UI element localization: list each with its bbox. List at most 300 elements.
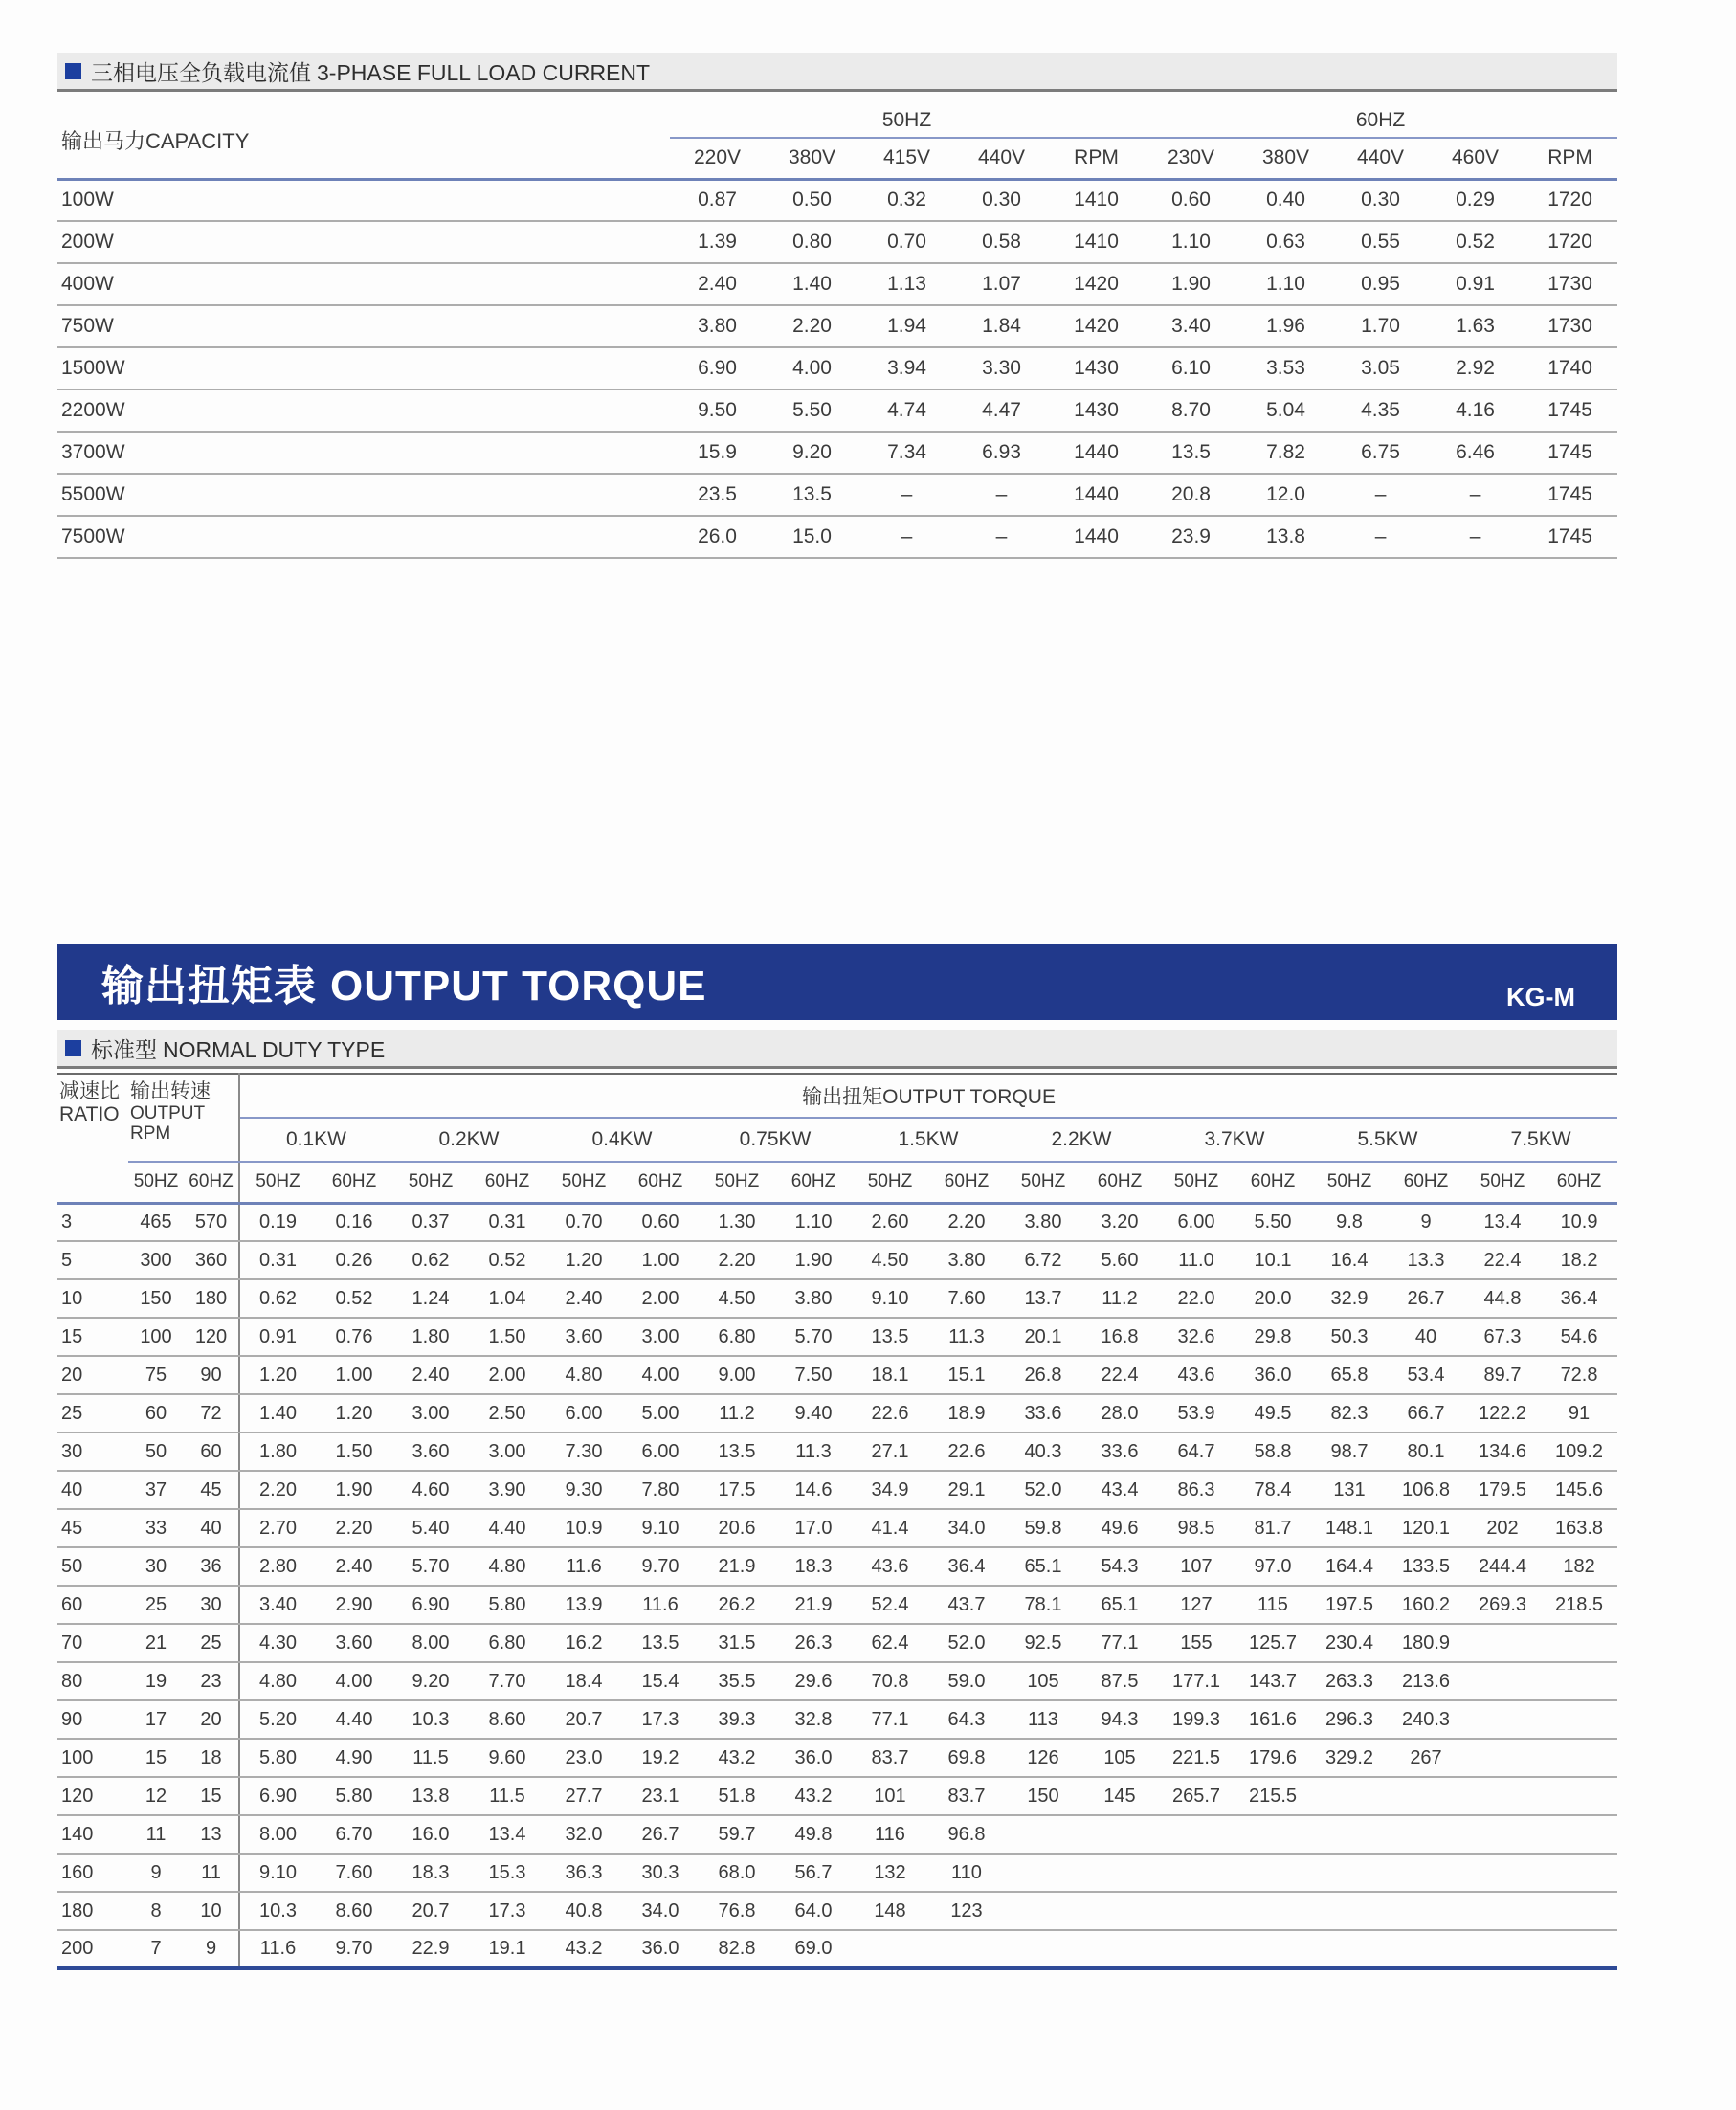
table-row bbox=[57, 1586, 1617, 1624]
torque-banner-title-en: OUTPUT TORQUE bbox=[330, 963, 707, 1010]
torque-value-cell: 2.40 bbox=[392, 1356, 469, 1394]
torque-value-cell: 3.80 bbox=[928, 1241, 1005, 1279]
group-header-60hz: 60HZ bbox=[1144, 103, 1617, 138]
torque-value-cell: 51.8 bbox=[699, 1777, 775, 1815]
torque-value-cell: 8.60 bbox=[469, 1700, 545, 1739]
hz-column-header: 50HZ bbox=[852, 1162, 928, 1203]
current-value-cell: 13.8 bbox=[1238, 516, 1333, 558]
torque-value-cell: 82.3 bbox=[1311, 1394, 1388, 1433]
current-value-cell: 1.84 bbox=[954, 305, 1049, 347]
current-value-cell: 3.30 bbox=[954, 347, 1049, 389]
duty-bullet-icon bbox=[65, 1040, 81, 1056]
current-value-cell: – bbox=[954, 516, 1049, 558]
current-value-cell: 1745 bbox=[1523, 432, 1617, 474]
rpm-50hz-cell: 33 bbox=[128, 1509, 184, 1547]
torque-value-cell: 5.00 bbox=[622, 1394, 699, 1433]
torque-value-cell: 131 bbox=[1311, 1471, 1388, 1509]
torque-value-cell: 4.60 bbox=[392, 1471, 469, 1509]
torque-value-cell: 3.00 bbox=[392, 1394, 469, 1433]
current-value-cell: 3.53 bbox=[1238, 347, 1333, 389]
torque-value-cell: 32.8 bbox=[775, 1700, 852, 1739]
torque-value-cell: 16.2 bbox=[545, 1624, 622, 1662]
table-row bbox=[57, 1203, 1617, 1241]
torque-value-cell: 9.70 bbox=[622, 1547, 699, 1586]
torque-value-cell: 13.4 bbox=[469, 1815, 545, 1854]
table-row bbox=[57, 1662, 1617, 1700]
current-value-cell: 6.90 bbox=[670, 347, 765, 389]
torque-value-cell: 52.4 bbox=[852, 1586, 928, 1624]
current-value-cell: 1410 bbox=[1049, 221, 1144, 263]
torque-value-cell: 13.7 bbox=[1005, 1279, 1081, 1318]
torque-value-cell: 59.0 bbox=[928, 1662, 1005, 1700]
torque-value-cell: 22.6 bbox=[852, 1394, 928, 1433]
torque-value-cell bbox=[1158, 1892, 1235, 1930]
torque-value-cell: 10.3 bbox=[239, 1892, 316, 1930]
torque-value-cell: 150 bbox=[1005, 1777, 1081, 1815]
torque-value-cell: 5.20 bbox=[239, 1700, 316, 1739]
hz-header-row bbox=[57, 1162, 1617, 1203]
torque-value-cell bbox=[1235, 1815, 1311, 1854]
torque-value-cell bbox=[1541, 1892, 1617, 1930]
hz-column-header: 60HZ bbox=[1081, 1162, 1158, 1203]
current-value-cell: 1.07 bbox=[954, 263, 1049, 305]
torque-value-cell: 101 bbox=[852, 1777, 928, 1815]
torque-value-cell: 1.50 bbox=[469, 1318, 545, 1356]
torque-value-cell: 218.5 bbox=[1541, 1586, 1617, 1624]
torque-value-cell: 4.30 bbox=[239, 1624, 316, 1662]
torque-value-cell: 2.20 bbox=[928, 1203, 1005, 1241]
torque-value-cell: 26.3 bbox=[775, 1624, 852, 1662]
current-value-cell: – bbox=[1428, 474, 1523, 516]
torque-value-cell bbox=[1541, 1700, 1617, 1739]
duty-type-title-en: NORMAL DUTY TYPE bbox=[163, 1036, 386, 1062]
kw-column-header: 0.2KW bbox=[392, 1118, 545, 1162]
torque-value-cell: 0.62 bbox=[392, 1241, 469, 1279]
torque-value-cell: 7.60 bbox=[316, 1854, 392, 1892]
torque-value-cell: 1.10 bbox=[775, 1203, 852, 1241]
torque-value-cell bbox=[1464, 1854, 1541, 1892]
current-value-cell: 1730 bbox=[1523, 263, 1617, 305]
torque-value-cell: 215.5 bbox=[1235, 1777, 1311, 1815]
torque-value-cell bbox=[1464, 1700, 1541, 1739]
rpm-60hz-cell: 13 bbox=[184, 1815, 239, 1854]
torque-value-cell: 16.4 bbox=[1311, 1241, 1388, 1279]
current-value-cell: – bbox=[954, 474, 1049, 516]
torque-value-cell bbox=[1311, 1777, 1388, 1815]
torque-value-cell: 4.80 bbox=[239, 1662, 316, 1700]
ratio-cell: 10 bbox=[57, 1279, 128, 1318]
table-row bbox=[57, 1777, 1617, 1815]
torque-value-cell: 64.7 bbox=[1158, 1433, 1235, 1471]
torque-value-cell: 65.8 bbox=[1311, 1356, 1388, 1394]
torque-value-cell: 1.80 bbox=[239, 1433, 316, 1471]
torque-value-cell: 148 bbox=[852, 1892, 928, 1930]
rpm-50hz-cell: 300 bbox=[128, 1241, 184, 1279]
torque-value-cell: 2.20 bbox=[699, 1241, 775, 1279]
torque-value-cell: 106.8 bbox=[1388, 1471, 1464, 1509]
torque-value-cell: 6.80 bbox=[699, 1318, 775, 1356]
torque-value-cell: 9 bbox=[1388, 1203, 1464, 1241]
torque-banner-title-zh: 输出扭矩表 bbox=[101, 963, 317, 1010]
rpm-60hz-cell: 40 bbox=[184, 1509, 239, 1547]
torque-value-cell: 19.1 bbox=[469, 1930, 545, 1968]
torque-value-cell: 143.7 bbox=[1235, 1662, 1311, 1700]
torque-value-cell: 43.2 bbox=[545, 1930, 622, 1968]
torque-value-cell: 5.70 bbox=[392, 1547, 469, 1586]
current-value-cell: 3.80 bbox=[670, 305, 765, 347]
rpm-header-en1: OUTPUT bbox=[130, 1102, 206, 1123]
torque-value-cell: 7.60 bbox=[928, 1279, 1005, 1318]
torque-value-cell: 26.7 bbox=[1388, 1279, 1464, 1318]
group-header-50hz: 50HZ bbox=[670, 103, 1144, 138]
torque-value-cell: 11.5 bbox=[392, 1739, 469, 1777]
capacity-cell: 7500W bbox=[57, 516, 670, 558]
current-value-cell: 1.10 bbox=[1238, 263, 1333, 305]
torque-value-cell: 105 bbox=[1081, 1739, 1158, 1777]
torque-value-cell: 230.4 bbox=[1311, 1624, 1388, 1662]
torque-value-cell: 77.1 bbox=[1081, 1624, 1158, 1662]
torque-value-cell: 0.31 bbox=[239, 1241, 316, 1279]
torque-value-cell: 9.8 bbox=[1311, 1203, 1388, 1241]
capacity-cell: 2200W bbox=[57, 389, 670, 432]
torque-value-cell: 0.31 bbox=[469, 1203, 545, 1241]
torque-value-cell: 5.40 bbox=[392, 1509, 469, 1547]
torque-value-cell: 0.19 bbox=[239, 1203, 316, 1241]
rpm-50hz-cell: 150 bbox=[128, 1279, 184, 1318]
torque-value-cell: 145 bbox=[1081, 1777, 1158, 1815]
torque-value-cell bbox=[1311, 1854, 1388, 1892]
torque-value-cell bbox=[1081, 1892, 1158, 1930]
torque-value-cell bbox=[1541, 1930, 1617, 1968]
torque-value-cell: 59.7 bbox=[699, 1815, 775, 1854]
hz-column-header: 60HZ bbox=[622, 1162, 699, 1203]
torque-value-cell: 67.3 bbox=[1464, 1318, 1541, 1356]
hz-column-header: 50HZ bbox=[239, 1162, 316, 1203]
current-value-cell: 3.05 bbox=[1333, 347, 1428, 389]
torque-value-cell: 49.5 bbox=[1235, 1394, 1311, 1433]
torque-value-cell: 0.70 bbox=[545, 1203, 622, 1241]
torque-value-cell: 179.6 bbox=[1235, 1739, 1311, 1777]
torque-value-cell: 116 bbox=[852, 1815, 928, 1854]
torque-value-cell: 34.0 bbox=[928, 1509, 1005, 1547]
rpm-60hz-cell: 570 bbox=[184, 1203, 239, 1241]
torque-value-cell: 110 bbox=[928, 1854, 1005, 1892]
torque-value-cell: 4.40 bbox=[469, 1509, 545, 1547]
torque-value-cell bbox=[1541, 1662, 1617, 1700]
current-value-cell: 1730 bbox=[1523, 305, 1617, 347]
torque-value-cell: 17.5 bbox=[699, 1471, 775, 1509]
torque-value-cell: 2.00 bbox=[622, 1279, 699, 1318]
current-value-cell: 0.29 bbox=[1428, 179, 1523, 221]
torque-value-cell: 20.7 bbox=[545, 1700, 622, 1739]
torque-value-cell: 83.7 bbox=[928, 1777, 1005, 1815]
torque-value-cell: 4.00 bbox=[316, 1662, 392, 1700]
current-value-cell: – bbox=[1333, 474, 1428, 516]
torque-value-cell: 34.0 bbox=[622, 1892, 699, 1930]
torque-value-cell: 160.2 bbox=[1388, 1586, 1464, 1624]
table-row bbox=[57, 305, 1617, 347]
torque-value-cell: 1.24 bbox=[392, 1279, 469, 1318]
torque-value-cell: 32.0 bbox=[545, 1815, 622, 1854]
torque-value-cell: 6.70 bbox=[316, 1815, 392, 1854]
torque-value-cell: 0.16 bbox=[316, 1203, 392, 1241]
hz-column-header: 50HZ bbox=[392, 1162, 469, 1203]
ratio-header-en: RATIO bbox=[59, 1102, 120, 1125]
torque-value-cell: 15.1 bbox=[928, 1356, 1005, 1394]
torque-value-cell bbox=[1005, 1892, 1081, 1930]
rpm-60hz-cell: 25 bbox=[184, 1624, 239, 1662]
torque-value-cell: 3.00 bbox=[622, 1318, 699, 1356]
current-value-cell: 1.40 bbox=[765, 263, 859, 305]
capacity-cell: 5500W bbox=[57, 474, 670, 516]
torque-value-cell: 82.8 bbox=[699, 1930, 775, 1968]
torque-value-cell: 94.3 bbox=[1081, 1700, 1158, 1739]
torque-header-row-top bbox=[57, 1074, 1617, 1118]
current-value-cell: 0.95 bbox=[1333, 263, 1428, 305]
torque-value-cell: 0.76 bbox=[316, 1318, 392, 1356]
torque-value-cell: 11.0 bbox=[1158, 1241, 1235, 1279]
rpm-60hz-cell: 20 bbox=[184, 1700, 239, 1739]
torque-value-cell: 105 bbox=[1005, 1662, 1081, 1700]
torque-value-cell: 31.5 bbox=[699, 1624, 775, 1662]
torque-value-cell: 50.3 bbox=[1311, 1318, 1388, 1356]
torque-value-cell bbox=[1464, 1662, 1541, 1700]
torque-value-cell: 6.90 bbox=[392, 1586, 469, 1624]
current-value-cell: 2.20 bbox=[765, 305, 859, 347]
current-value-cell: 1.10 bbox=[1144, 221, 1238, 263]
table-row bbox=[57, 1356, 1617, 1394]
torque-value-cell: 125.7 bbox=[1235, 1624, 1311, 1662]
table-row bbox=[57, 1471, 1617, 1509]
hz-column-header: 60HZ bbox=[316, 1162, 392, 1203]
ratio-cell: 15 bbox=[57, 1318, 128, 1356]
torque-value-cell: 65.1 bbox=[1081, 1586, 1158, 1624]
current-value-cell: 9.50 bbox=[670, 389, 765, 432]
current-value-cell: 0.32 bbox=[859, 179, 954, 221]
torque-value-cell: 11.5 bbox=[469, 1777, 545, 1815]
torque-value-cell: 244.4 bbox=[1464, 1547, 1541, 1586]
rpm-60hz-cell: 45 bbox=[184, 1471, 239, 1509]
voltage-column-header: RPM bbox=[1049, 138, 1144, 179]
torque-value-cell: 134.6 bbox=[1464, 1433, 1541, 1471]
current-value-cell: 2.92 bbox=[1428, 347, 1523, 389]
current-value-cell: 1720 bbox=[1523, 221, 1617, 263]
torque-value-cell: 22.4 bbox=[1464, 1241, 1541, 1279]
rpm-60hz-cell: 120 bbox=[184, 1318, 239, 1356]
current-value-cell: 1440 bbox=[1049, 474, 1144, 516]
current-value-cell: 8.70 bbox=[1144, 389, 1238, 432]
torque-value-cell: 36.4 bbox=[928, 1547, 1005, 1586]
ratio-cell: 180 bbox=[57, 1892, 128, 1930]
torque-value-cell: 3.90 bbox=[469, 1471, 545, 1509]
voltage-column-header: 460V bbox=[1428, 138, 1523, 179]
torque-value-cell: 10.9 bbox=[545, 1509, 622, 1547]
hz-column-header: 50HZ bbox=[699, 1162, 775, 1203]
duty-type-title bbox=[91, 1033, 385, 1064]
torque-value-cell: 197.5 bbox=[1311, 1586, 1388, 1624]
torque-value-cell: 18.2 bbox=[1541, 1241, 1617, 1279]
torque-value-cell: 9.30 bbox=[545, 1471, 622, 1509]
torque-value-cell: 18.4 bbox=[545, 1662, 622, 1700]
voltage-column-header: 440V bbox=[1333, 138, 1428, 179]
table-row bbox=[57, 389, 1617, 432]
table-row bbox=[57, 179, 1617, 221]
torque-value-cell: 4.90 bbox=[316, 1739, 392, 1777]
torque-value-cell bbox=[1541, 1739, 1617, 1777]
torque-value-cell: 126 bbox=[1005, 1739, 1081, 1777]
table-row bbox=[57, 1394, 1617, 1433]
current-value-cell: 1.90 bbox=[1144, 263, 1238, 305]
torque-value-cell: 7.50 bbox=[775, 1356, 852, 1394]
torque-value-cell: 92.5 bbox=[1005, 1624, 1081, 1662]
current-value-cell: 1745 bbox=[1523, 389, 1617, 432]
ratio-cell: 80 bbox=[57, 1662, 128, 1700]
torque-value-cell bbox=[928, 1930, 1005, 1968]
torque-value-cell: 127 bbox=[1158, 1586, 1235, 1624]
torque-value-cell: 267 bbox=[1388, 1739, 1464, 1777]
torque-value-cell: 18.3 bbox=[392, 1854, 469, 1892]
rpm-header-en2: RPM bbox=[130, 1122, 171, 1144]
hz-column-header: 50HZ bbox=[128, 1162, 184, 1203]
current-value-cell: 5.50 bbox=[765, 389, 859, 432]
torque-value-cell: 329.2 bbox=[1311, 1739, 1388, 1777]
table-row bbox=[57, 516, 1617, 558]
rpm-50hz-cell: 21 bbox=[128, 1624, 184, 1662]
torque-value-cell: 120.1 bbox=[1388, 1509, 1464, 1547]
torque-value-cell: 83.7 bbox=[852, 1739, 928, 1777]
torque-value-cell: 2.60 bbox=[852, 1203, 928, 1241]
ratio-cell: 40 bbox=[57, 1471, 128, 1509]
ratio-cell: 25 bbox=[57, 1394, 128, 1433]
torque-value-cell: 76.8 bbox=[699, 1892, 775, 1930]
table-row bbox=[57, 1318, 1617, 1356]
rpm-60hz-cell: 90 bbox=[184, 1356, 239, 1394]
current-value-cell: 1.39 bbox=[670, 221, 765, 263]
torque-value-cell: 0.60 bbox=[622, 1203, 699, 1241]
rpm-50hz-cell: 8 bbox=[128, 1892, 184, 1930]
torque-value-cell: 1.50 bbox=[316, 1433, 392, 1471]
torque-value-cell: 98.5 bbox=[1158, 1509, 1235, 1547]
torque-value-cell: 49.6 bbox=[1081, 1509, 1158, 1547]
torque-value-cell: 6.00 bbox=[622, 1433, 699, 1471]
torque-value-cell: 7.80 bbox=[622, 1471, 699, 1509]
torque-value-cell: 27.1 bbox=[852, 1433, 928, 1471]
torque-value-cell: 3.60 bbox=[316, 1624, 392, 1662]
current-section-title bbox=[91, 56, 650, 87]
torque-value-cell: 8.00 bbox=[392, 1624, 469, 1662]
torque-value-cell: 30.3 bbox=[622, 1854, 699, 1892]
hz-column-header: 60HZ bbox=[1235, 1162, 1311, 1203]
current-value-cell: 4.16 bbox=[1428, 389, 1523, 432]
torque-value-cell: 54.3 bbox=[1081, 1547, 1158, 1586]
torque-value-cell: 163.8 bbox=[1541, 1509, 1617, 1547]
torque-value-cell: 9.70 bbox=[316, 1930, 392, 1968]
rpm-50hz-cell: 465 bbox=[128, 1203, 184, 1241]
torque-value-cell: 43.7 bbox=[928, 1586, 1005, 1624]
rpm-60hz-cell: 9 bbox=[184, 1930, 239, 1968]
torque-value-cell: 41.4 bbox=[852, 1509, 928, 1547]
current-value-cell: 20.8 bbox=[1144, 474, 1238, 516]
current-section-header bbox=[57, 53, 1617, 92]
rpm-60hz-cell: 180 bbox=[184, 1279, 239, 1318]
torque-value-cell: 5.70 bbox=[775, 1318, 852, 1356]
torque-value-cell: 29.8 bbox=[1235, 1318, 1311, 1356]
torque-value-cell: 1.04 bbox=[469, 1279, 545, 1318]
torque-value-cell: 39.3 bbox=[699, 1700, 775, 1739]
torque-value-cell: 43.4 bbox=[1081, 1471, 1158, 1509]
voltage-column-header: RPM bbox=[1523, 138, 1617, 179]
rpm-header-zh: 输出转速 bbox=[130, 1080, 211, 1102]
torque-value-cell: 58.8 bbox=[1235, 1433, 1311, 1471]
torque-value-cell: 164.4 bbox=[1311, 1547, 1388, 1586]
torque-value-cell: 8.00 bbox=[239, 1815, 316, 1854]
torque-value-cell: 78.1 bbox=[1005, 1586, 1081, 1624]
duty-type-title-zh: 标准型 bbox=[91, 1036, 157, 1062]
torque-value-cell: 86.3 bbox=[1158, 1471, 1235, 1509]
current-value-cell: 0.30 bbox=[954, 179, 1049, 221]
rpm-60hz-cell: 10 bbox=[184, 1892, 239, 1930]
hz-column-header: 50HZ bbox=[1005, 1162, 1081, 1203]
rpm-50hz-cell: 12 bbox=[128, 1777, 184, 1815]
torque-value-cell: 11.3 bbox=[775, 1433, 852, 1471]
rpm-60hz-cell: 30 bbox=[184, 1586, 239, 1624]
torque-value-cell bbox=[1158, 1815, 1235, 1854]
current-value-cell: 9.20 bbox=[765, 432, 859, 474]
torque-value-cell: 69.0 bbox=[775, 1930, 852, 1968]
full-load-current-table bbox=[57, 103, 1617, 559]
torque-span-header: 输出扭矩OUTPUT TORQUE bbox=[239, 1074, 1617, 1118]
torque-value-cell: 36.3 bbox=[545, 1854, 622, 1892]
torque-value-cell: 54.6 bbox=[1541, 1318, 1617, 1356]
torque-value-cell: 13.5 bbox=[699, 1433, 775, 1471]
torque-value-cell: 13.4 bbox=[1464, 1203, 1541, 1241]
torque-value-cell: 1.00 bbox=[316, 1356, 392, 1394]
ratio-cell: 5 bbox=[57, 1241, 128, 1279]
current-value-cell: – bbox=[859, 474, 954, 516]
ratio-column-header bbox=[57, 1074, 128, 1203]
torque-value-cell: 52.0 bbox=[928, 1624, 1005, 1662]
torque-value-cell: 20.0 bbox=[1235, 1279, 1311, 1318]
current-value-cell: 2.40 bbox=[670, 263, 765, 305]
torque-value-cell bbox=[1541, 1854, 1617, 1892]
kw-column-header: 0.75KW bbox=[699, 1118, 852, 1162]
torque-value-cell: 81.7 bbox=[1235, 1509, 1311, 1547]
ratio-cell: 60 bbox=[57, 1586, 128, 1624]
torque-value-cell: 109.2 bbox=[1541, 1433, 1617, 1471]
torque-banner-title bbox=[101, 951, 707, 1012]
ratio-header-zh: 减速比 bbox=[59, 1080, 120, 1102]
frequency-group-row bbox=[57, 103, 1617, 138]
rpm-60hz-cell: 36 bbox=[184, 1547, 239, 1586]
torque-value-cell: 17.3 bbox=[469, 1892, 545, 1930]
torque-value-cell: 22.0 bbox=[1158, 1279, 1235, 1318]
table-row bbox=[57, 1624, 1617, 1662]
torque-value-cell: 17.3 bbox=[622, 1700, 699, 1739]
torque-value-cell: 11.2 bbox=[1081, 1279, 1158, 1318]
current-value-cell: – bbox=[1428, 516, 1523, 558]
torque-value-cell bbox=[1081, 1815, 1158, 1854]
torque-value-cell: 240.3 bbox=[1388, 1700, 1464, 1739]
torque-value-cell: 15.4 bbox=[622, 1662, 699, 1700]
ratio-cell: 200 bbox=[57, 1930, 128, 1968]
torque-value-cell: 72.8 bbox=[1541, 1356, 1617, 1394]
torque-value-cell: 133.5 bbox=[1388, 1547, 1464, 1586]
rpm-50hz-cell: 60 bbox=[128, 1394, 184, 1433]
current-value-cell: 0.52 bbox=[1428, 221, 1523, 263]
ratio-cell: 45 bbox=[57, 1509, 128, 1547]
torque-value-cell: 1.90 bbox=[775, 1241, 852, 1279]
ratio-cell: 100 bbox=[57, 1739, 128, 1777]
